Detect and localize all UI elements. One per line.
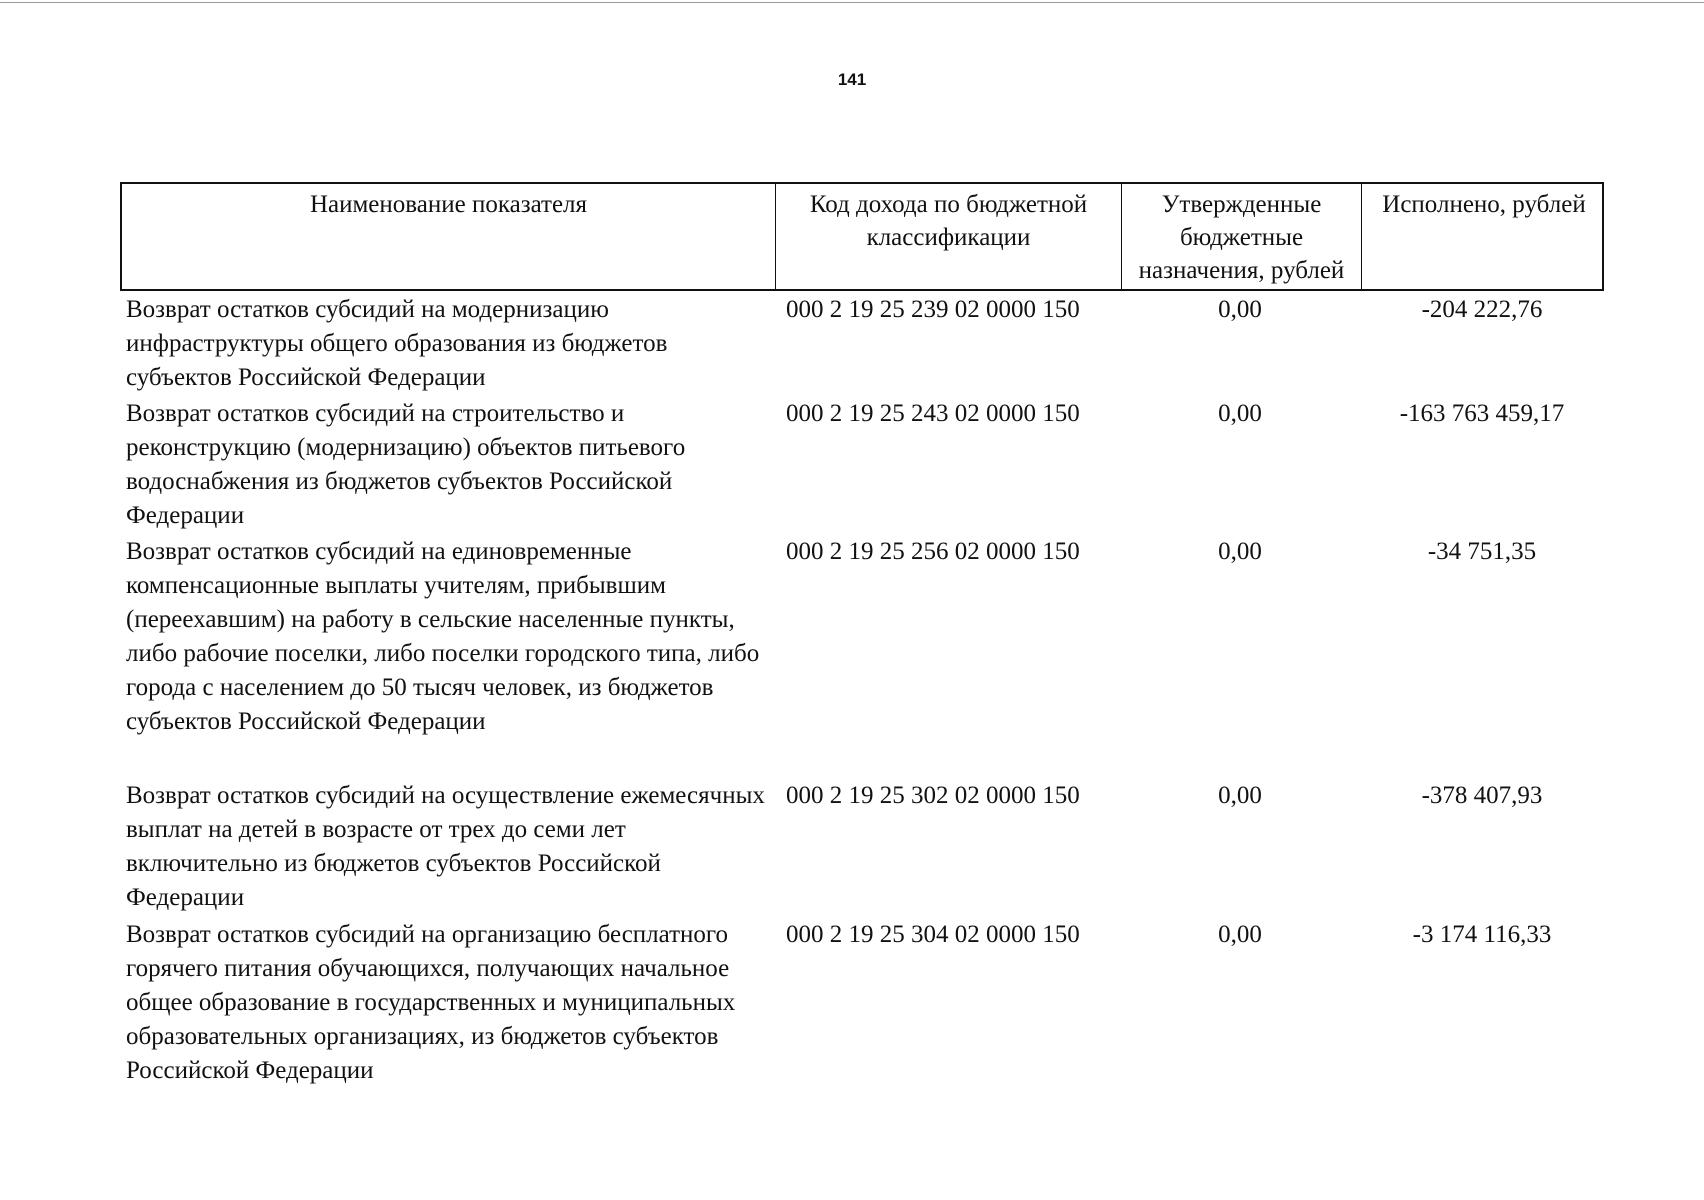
row-code: 000 2 19 25 304 02 0000 150	[786, 921, 1080, 948]
header-indicator-name: Наименование показателя	[122, 184, 776, 289]
row-code: 000 2 19 25 243 02 0000 150	[786, 400, 1080, 427]
row-approved: 0,00	[1218, 921, 1262, 948]
row-code: 000 2 19 25 239 02 0000 150	[786, 296, 1080, 323]
header-approved-amount: Утвержденные бюджетные назначения, рублей	[1122, 184, 1362, 289]
row-approved: 0,00	[1218, 296, 1262, 323]
row-approved: 0,00	[1218, 400, 1262, 427]
table-row	[120, 777, 1604, 916]
row-approved: 0,00	[1218, 782, 1262, 809]
row-executed: -3 174 116,33	[1412, 921, 1552, 948]
row-name: Возврат остатков субсидий на строительство и реконструкцию (модернизацию) объектов питьевого водоснабжения из бюджетов субъектов Российской Федерации	[126, 400, 686, 529]
table-row	[120, 395, 1604, 533]
budget-table	[120, 182, 1604, 1126]
row-executed: -163 763 459,17	[1399, 400, 1565, 427]
table-header	[120, 182, 1604, 291]
table-row	[120, 916, 1604, 1126]
scan-top-edge	[0, 2, 1704, 3]
table-row	[120, 533, 1604, 777]
table-row	[120, 291, 1604, 395]
page-number: 141	[837, 70, 867, 89]
row-name: Возврат остатков субсидий на осуществление ежемесячных выплат на детей в возрасте от трех до семи лет включительно из бюджетов субъектов Российской Федерации	[126, 782, 765, 911]
row-code: 000 2 19 25 302 02 0000 150	[786, 782, 1080, 809]
row-code: 000 2 19 25 256 02 0000 150	[786, 538, 1080, 565]
row-name: Возврат остатков субсидий на единовременные компенсационные выплаты учителям, прибывшим (переехавшим) на работу в сельские населенные пункты, либо рабочие поселки, либо поселки городского типа, либо города с населением до 50 тысяч человек, из бюджетов субъектов Российской Федерации	[126, 538, 760, 735]
header-income-code: Код дохода по бюджетной классификации	[776, 184, 1122, 289]
header-executed-amount: Исполнено, рублей	[1382, 191, 1586, 218]
row-executed: -34 751,35	[1427, 538, 1537, 565]
row-name: Возврат остатков субсидий на модернизацию инфраструктуры общего образования из бюджетов субъектов Российской Федерации	[126, 296, 668, 391]
row-executed: -378 407,93	[1421, 782, 1543, 809]
row-approved: 0,00	[1218, 538, 1262, 565]
row-executed: -204 222,76	[1421, 296, 1543, 323]
row-name: Возврат остатков субсидий на организацию бесплатного горячего питания обучающихся, получающих начальное общее образование в государственных и муниципальных образовательных организациях, из бюджетов субъектов Российской Федерации	[126, 921, 736, 1084]
